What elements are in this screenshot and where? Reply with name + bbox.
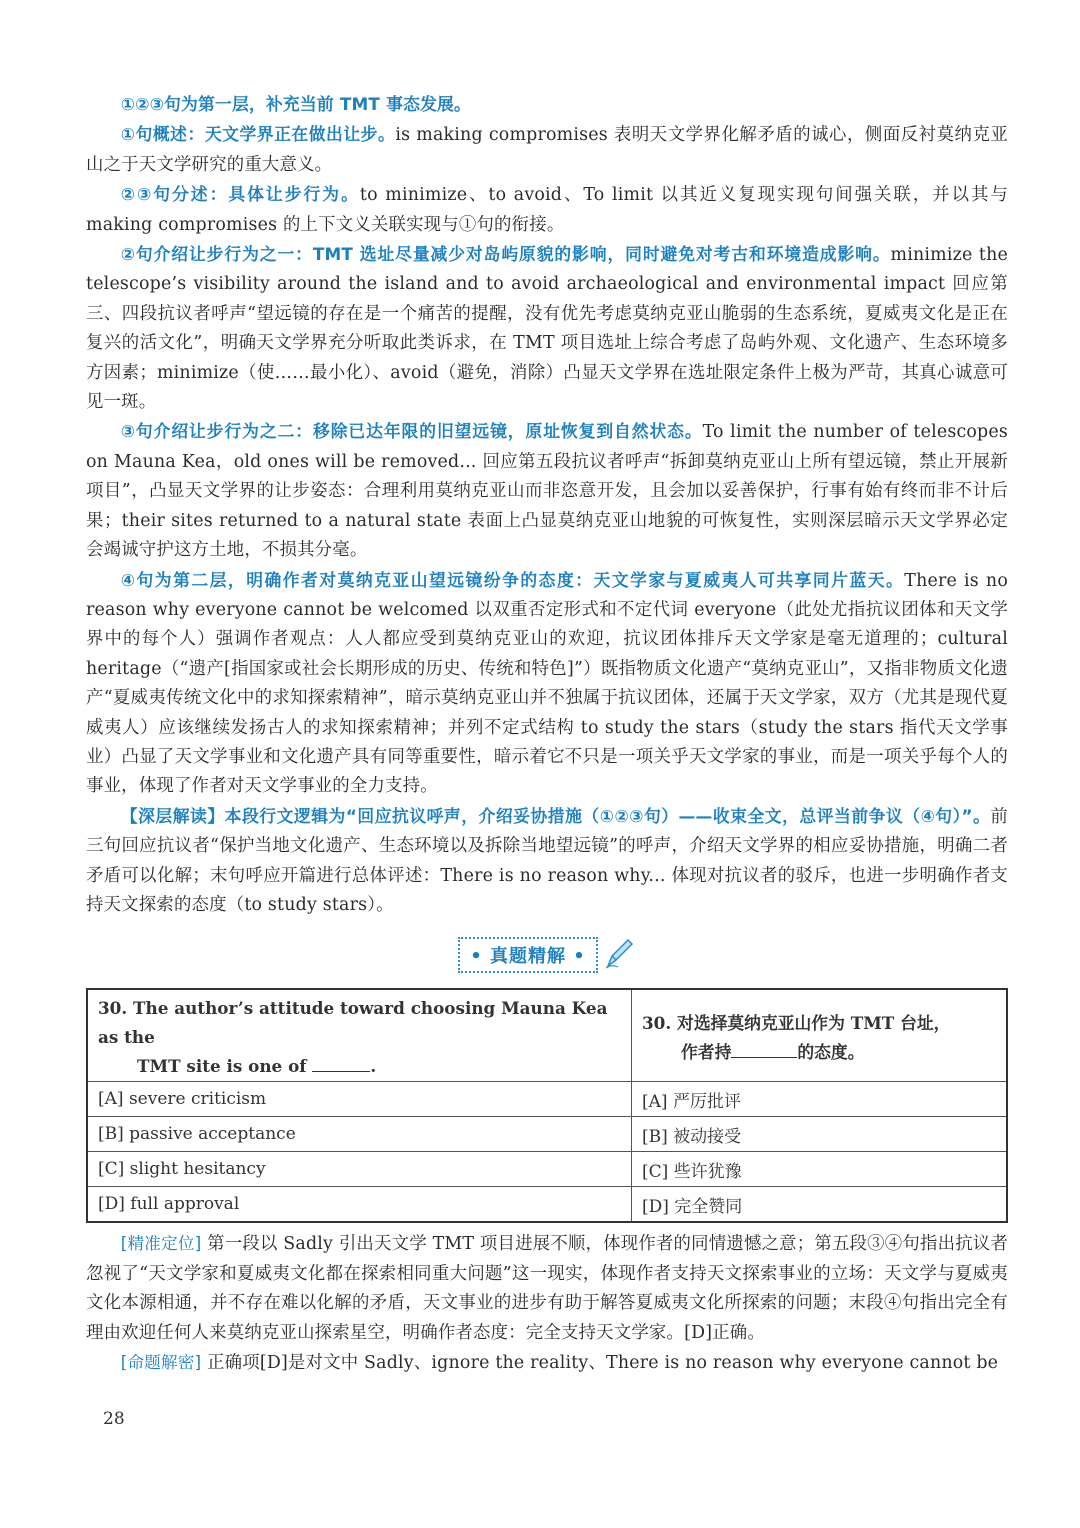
question-table — [86, 988, 1008, 1223]
paragraph-text: 正确项[D]是对文中 Sadly、ignore the reality、There is no reason why everyone cannot be — [201, 1353, 999, 1373]
option-row — [87, 1117, 1007, 1152]
page-number: 28 — [103, 1409, 125, 1429]
paragraph-text: minimize the telescope’s visibility around the island and to avoid archaeological and environmental impact 回应第三、四段抗议者呼声“望远镜的存在是一个痛苦的提醒，没有优先考虑莫纳克亚山脆弱的生态系统，夏威夷文化是正在复兴的活文化”，明确天文学界充分听取此类诉求，在 TMT 项目选址上综合考虑了岛屿外观、文化遗产、生态环境多方因素；minimize（使……最小化）、avoid（避免，消除）凸显天文学界在选址限定条件上极为严苛，其真心诚意可见一斑。 — [86, 245, 1008, 413]
option-cn: [D] 完全赞同 — [632, 1187, 1008, 1223]
highlight-text: [精准定位] — [120, 1234, 202, 1254]
section-badge: • 真题精解 • — [458, 937, 598, 973]
question-stem-en-line2 — [98, 1052, 621, 1081]
stem-en-post: . — [370, 1056, 377, 1077]
paragraph-text: There is no reason why everyone cannot be welcomed 以双重否定形式和不定代词 everyone（此处尤指抗议团体和天文学界中的每个人）强调作者观点：人人都应受到莫纳克亚山的欢迎，抗议团体排斥天文学家是毫无道理的；cultural heritage（“遗产[指国家或社会长期形成的历史、传统和特色]”）既指物质文化遗产“莫纳克亚山”，又指非物质文化遗产“夏威夷传统文化中的求知探索精神”，暗示莫纳克亚山并不独属于抗议团体，还属于天文学家，双方（尤其是现代夏威夷人）应该继续发扬古人的求知探索精神；并列不定式结构 to study the stars（study the stars 指代天文学事业）凸显了天文学事业和文化遗产具有同等重要性，暗示着它不只是一项关乎天文学家的事业，而是一项关乎每个人的事业，体现了作者对天文学事业的全力支持。 — [86, 570, 1009, 797]
paragraph-text: 第一段以 Sadly 引出天文学 TMT 项目进展不顺，体现作者的同情遗憾之意；第五段③④句指出抗议者忽视了“天文学家和夏威夷文化都在探索相同重大问题”这一现实，体现作者支持天文探索事业的立场：天文学与夏威夷文化本源相通，并不存在难以化解的矛盾，天文事业的进步有助于解答夏威夷文化所探索的问题；末段④句指出完全有理由欢迎任何人来莫纳克亚山探索星空，明确作者态度：完全支持天文学家。[D]正确。 — [86, 1234, 1008, 1343]
option-en: [C] slight hesitancy — [87, 1152, 632, 1187]
explanation-paragraphs — [86, 1229, 1008, 1378]
highlight-text: ②③句分述：具体让步行为。 — [120, 184, 360, 205]
analysis-paragraphs — [86, 90, 1008, 920]
answer-blank-cn — [731, 1043, 797, 1058]
option-cn: [A] 严厉批评 — [632, 1082, 1008, 1117]
question-number-en: 30. — [98, 998, 128, 1019]
paragraph — [86, 120, 1008, 180]
question-stem-cn — [632, 989, 1008, 1082]
highlight-text: 【深层解读】本段行文逻辑为“回应抗议呼声，介绍妥协措施（①②③句）——收束全文，总评当前争议（④句）”。 — [120, 805, 991, 826]
paragraph — [86, 1229, 1008, 1348]
option-en: [D] full approval — [87, 1187, 632, 1223]
paragraph — [86, 566, 1008, 802]
highlight-text: ①②③句为第一层，补充当前 TMT 事态发展。 — [120, 94, 472, 114]
option-row — [87, 1082, 1007, 1117]
paragraph — [86, 180, 1008, 240]
question-number-cn: 30. — [642, 1012, 672, 1033]
question-stem-cn-line1: 对选择莫纳克亚山作为 TMT 台址， — [677, 1012, 951, 1033]
paragraph-text: is making compromises 表明天文学界化解矛盾的诚心，侧面反衬莫纳克亚山之于天文学研究的重大意义。 — [86, 125, 1008, 175]
answer-blank — [312, 1057, 370, 1072]
paragraph — [86, 240, 1008, 417]
paragraph — [86, 417, 1008, 565]
paragraph — [86, 802, 1008, 921]
stem-en-pre: TMT site is one of — [137, 1056, 307, 1077]
option-en: [B] passive acceptance — [87, 1117, 632, 1152]
question-stem-en — [87, 989, 632, 1082]
highlight-text: ①句概述：天文学界正在做出让步。 — [120, 124, 396, 145]
pen-icon — [602, 936, 636, 974]
paragraph — [86, 90, 1008, 120]
paragraph — [86, 1348, 1008, 1378]
page-content — [86, 90, 1008, 1378]
question-stem-row — [87, 989, 1007, 1082]
highlight-text: [命题解密] — [120, 1353, 202, 1372]
highlight-text: ②句介绍让步行为之一：TMT 选址尽量减少对岛屿原貌的影响，同时避免对考古和环境造成影响。 — [120, 244, 891, 265]
option-cn: [B] 被动接受 — [632, 1117, 1008, 1152]
question-stem-en-line1: The author’s attitude toward choosing Mauna Kea as the — [98, 998, 608, 1048]
highlight-text: ③句介绍让步行为之二：移除已达年限的旧望远镜，原址恢复到自然状态。 — [120, 421, 703, 442]
option-row — [87, 1187, 1007, 1223]
section-header — [86, 938, 1008, 972]
option-row — [87, 1152, 1007, 1187]
paragraph-text: 前三句回应抗议者“保护当地文化遗产、生态环境以及拆除当地望远镜”的呼声，介绍天文学界的相应妥协措施，明确二者矛盾可以化解；末句呼应开篇进行总体评述：There is no reason why... 体现对抗议者的驳斥，也进一步明确作者支持天文探索的态度（to study stars）。 — [86, 806, 1008, 915]
stem-cn-pre: 作者持 — [681, 1041, 732, 1062]
stem-cn-post: 的态度。 — [797, 1041, 865, 1062]
paragraph-text: to minimize、to avoid、To limit 以其近义复现实现句间强关联，并以其与 making compromises 的上下文义关联实现与①句的衔接。 — [86, 185, 1008, 235]
highlight-text: ④句为第二层，明确作者对莫纳克亚山望远镜纷争的态度：天文学家与夏威夷人可共享同片蓝天。 — [120, 569, 905, 590]
option-cn: [C] 些许犹豫 — [632, 1152, 1008, 1187]
paragraph-text: To limit the number of telescopes on Mauna Kea，old ones will be removed... 回应第五段抗议者呼声“拆卸莫纳克亚山上所有望远镜，禁止开展新项目”，凸显天文学界的让步姿态：合理利用莫纳克亚山而非恣意开发，且会加以妥善保护，行事有始有终而非不计后果；their sites returned to a natural state 表面上凸显莫纳克亚山地貌的可恢复性，实则深层暗示天文学界必定会竭诚守护这方土地，不损其分毫。 — [86, 422, 1009, 561]
option-en: [A] severe criticism — [87, 1082, 632, 1117]
question-stem-cn-line2 — [642, 1038, 996, 1067]
